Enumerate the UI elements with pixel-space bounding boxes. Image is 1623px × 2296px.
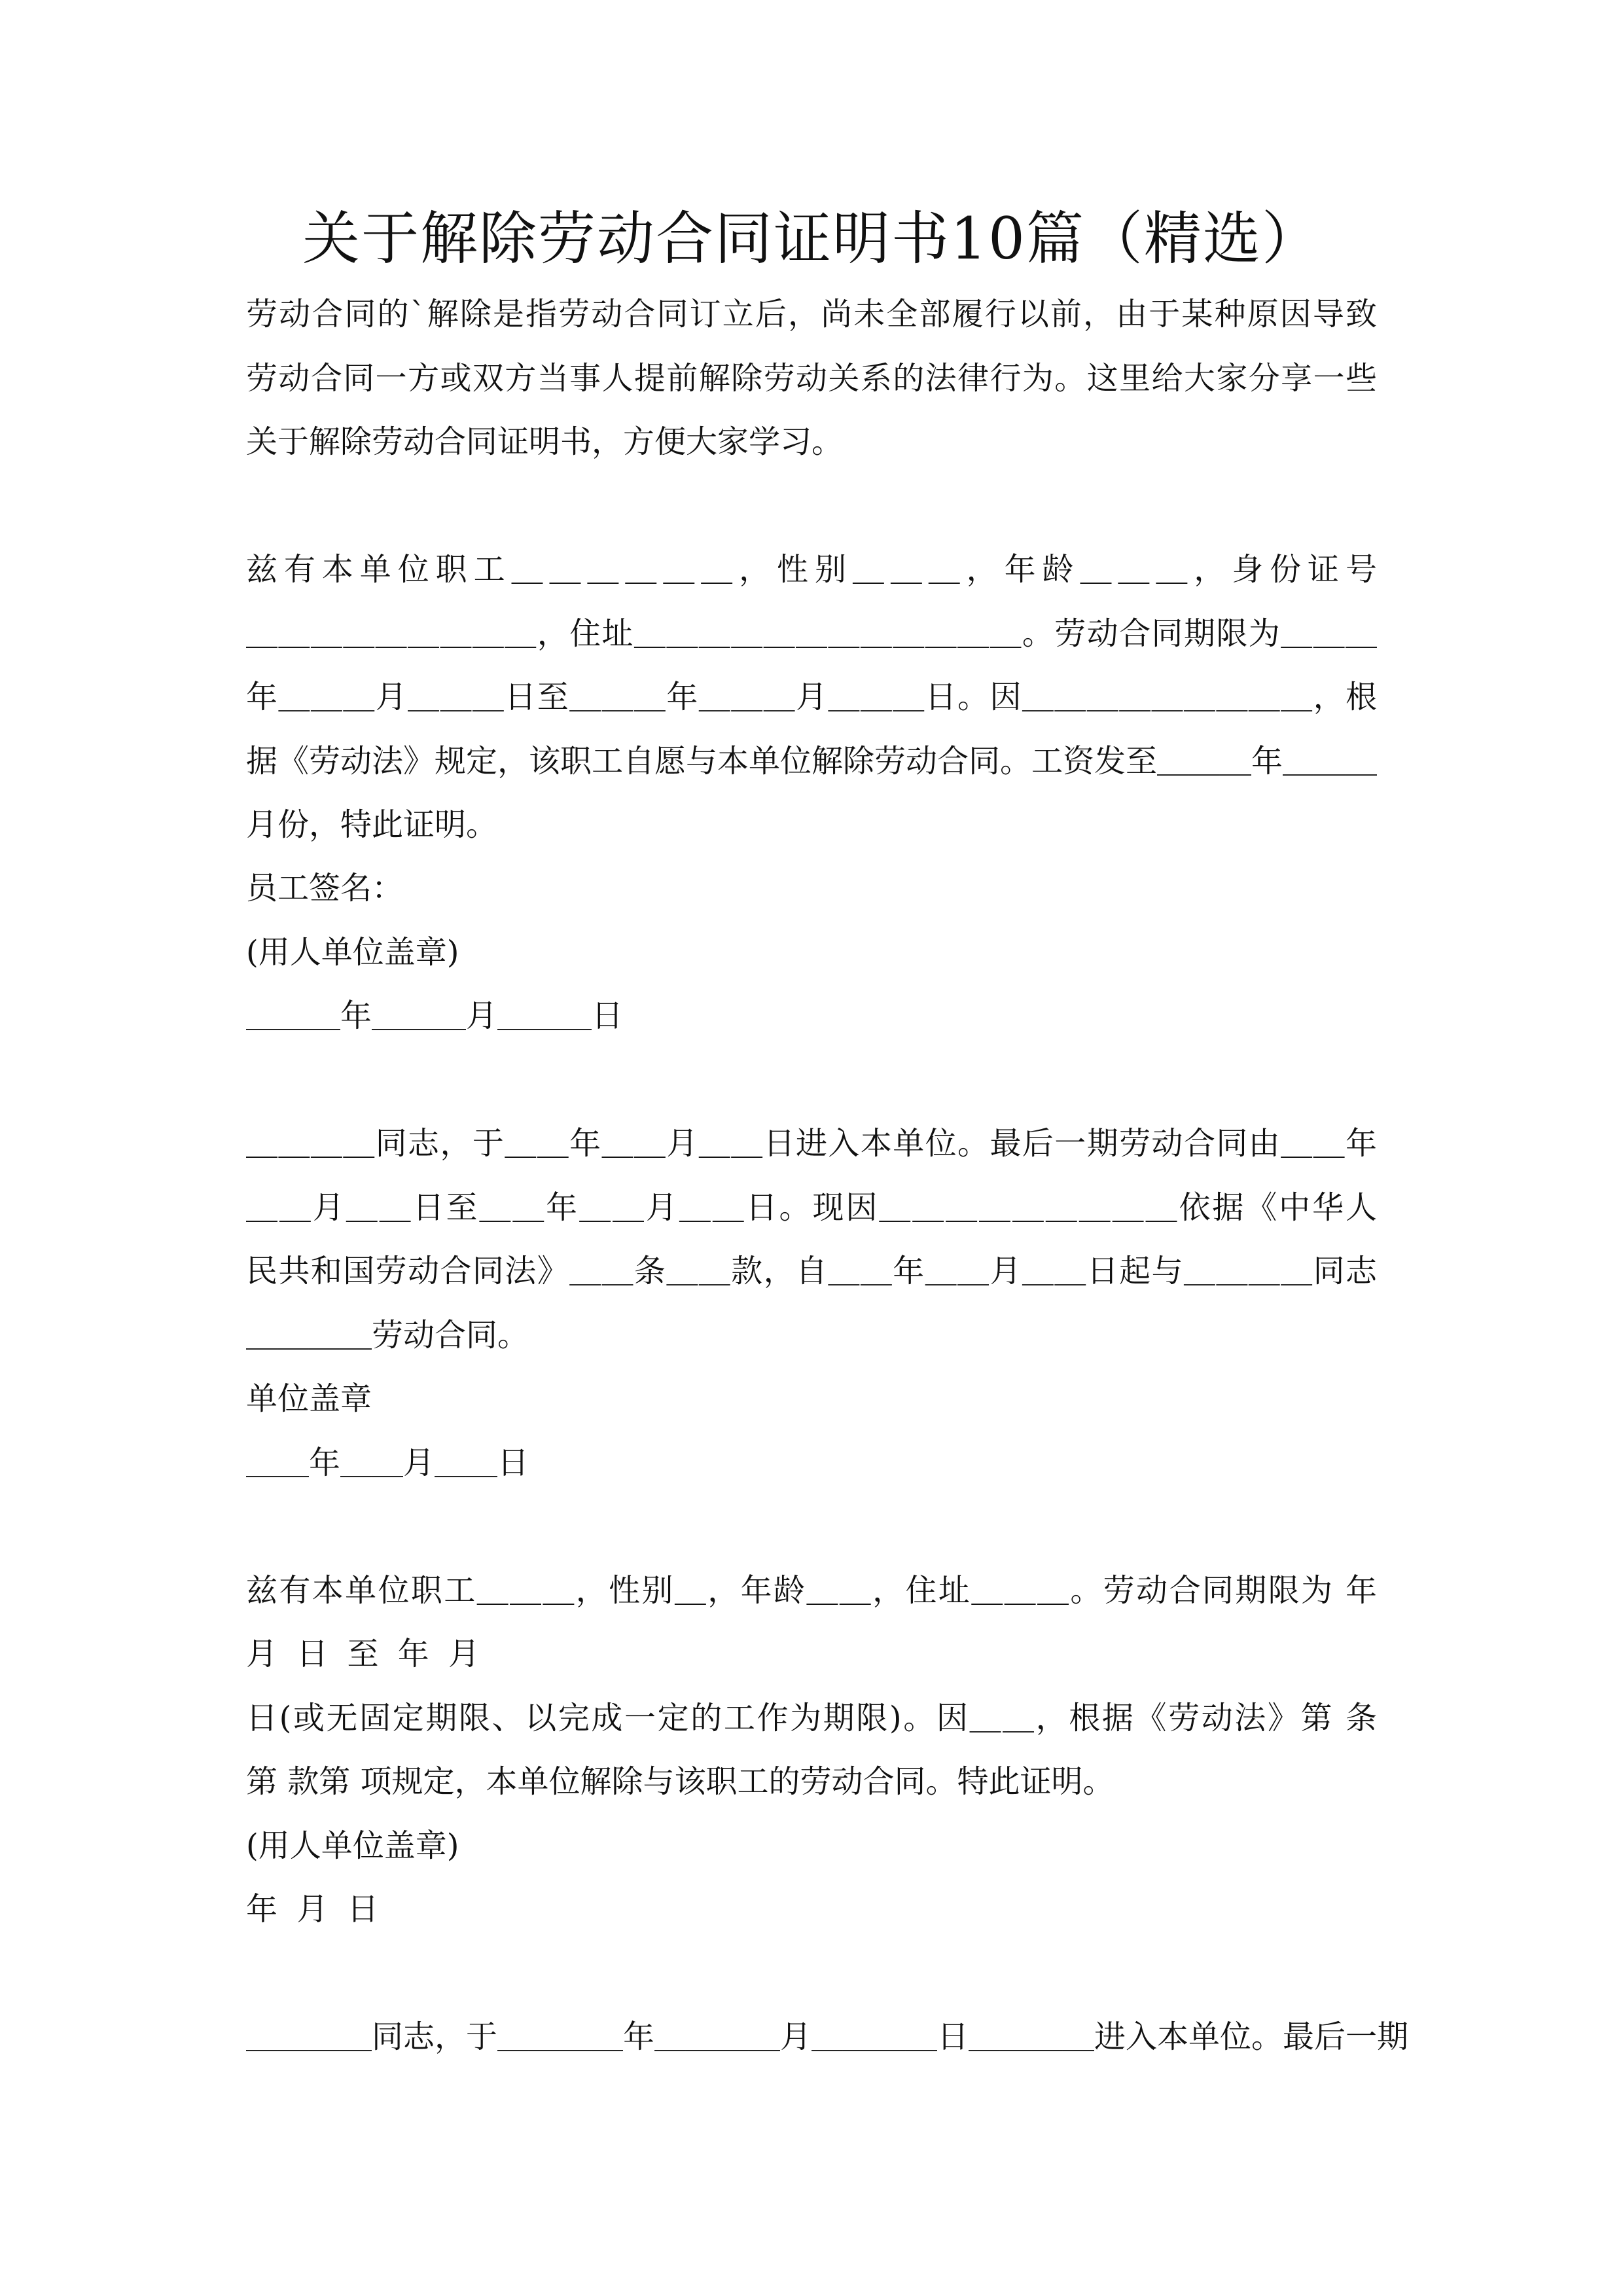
cert3-line-3: 日(或无固定期限、以完成一定的工作为期限)。因＿＿，根据《劳动法》第 条 [246,1700,1377,1736]
cert2-line-4: ＿＿＿＿劳动合同。 [246,1317,529,1354]
cert2-line-3: 民共和国劳动合同法》＿＿条＿＿款，自＿＿年＿＿月＿＿日起与＿＿＿＿同志 [246,1253,1377,1289]
intro-line-3: 关于解除劳动合同证明书，方便大家学习。 [246,423,844,460]
cert1-line-1: 兹有本单位职工＿＿＿＿＿＿，性别＿＿＿，年龄＿＿＿，身份证号 [246,551,1377,588]
cert1-line-4: 据《劳动法》规定，该职工自愿与本单位解除劳动合同。工资发至＿＿＿年＿＿＿ [246,743,1378,780]
cert1-line-3: 年＿＿＿月＿＿＿日至＿＿＿年＿＿＿月＿＿＿日。因＿＿＿＿＿＿＿＿＿，根 [246,679,1377,715]
intro-line-1: 劳动合同的`解除是指劳动合同订立后，尚未全部履行以前，由于某种原因导致 [246,296,1377,332]
cert2-date-line: ＿＿年＿＿月＿＿日 [246,1444,529,1481]
cert1-seal-label: (用人单位盖章) [246,934,459,971]
cert2-seal-label: 单位盖章 [246,1380,372,1417]
cert2-line-1: ＿＿＿＿同志，于＿＿年＿＿月＿＿日进入本单位。最后一期劳动合同由＿＿年 [246,1125,1377,1162]
cert3-line-4: 第 款第 项规定，本单位解除与该职工的劳动合同。特此证明。 [246,1763,1115,1800]
cert1-signature-label: 员工签名： [246,870,404,906]
intro-line-2: 劳动合同一方或双方当事人提前解除劳动关系的法律行为。这里给大家分享一些 [246,360,1377,397]
cert2-line-2: ＿＿月＿＿日至＿＿年＿＿月＿＿日。现因＿＿＿＿＿＿＿＿＿依据《中华人 [246,1189,1377,1226]
cert3-date-line: 年 月 日 [246,1891,379,1928]
cert4-line-1: ＿＿＿＿同志，于＿＿＿＿年＿＿＿＿月＿＿＿＿日＿＿＿＿进入本单位。最后一期 [246,2018,1409,2055]
cert3-seal-label: (用人单位盖章) [246,1827,459,1864]
document-title: 关于解除劳动合同证明书10篇（精选） [302,205,1321,272]
cert3-line-1: 兹有本单位职工＿＿＿，性别＿，年龄＿＿，住址＿＿＿。劳动合同期限为 年 [246,1572,1377,1609]
cert1-date-line: ＿＿＿年＿＿＿月＿＿＿日 [246,997,624,1034]
cert1-line-2: ＿＿＿＿＿＿＿＿＿，住址＿＿＿＿＿＿＿＿＿＿＿＿。劳动合同期限为＿＿＿ [246,615,1377,652]
cert3-line-2: 月 日 至 年 月 [246,1636,480,1672]
cert1-line-5: 月份，特此证明。 [246,806,498,843]
